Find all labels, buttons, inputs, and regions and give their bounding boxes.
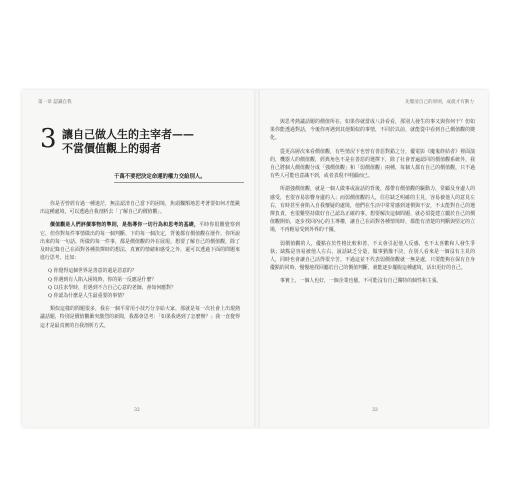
book-spread [22, 90, 488, 427]
chapter-number: 3 [40, 124, 57, 154]
left-page-number: 32 [134, 408, 140, 413]
chapter-title-line-2: 不當價值觀上的弱者 [62, 142, 161, 155]
right-paragraph-4: 弱價值觀的人，優點在於性格比較和善，不太會引起他人反感，也不太喜歡和人發生爭執；缺點是容易被他人左右，說話缺乏分量，做事猶豫不決，在別人看來是一個沒有主見的人，同時也會讓自己活得很辛苦。不過這並不代表弱價值觀就一無是處，只要能夠在保有自身優點的同時，慢慢地找回屬於自己的價值判斷，就能逐步擺脫這種處境，活出更好的自己。 [270, 240, 475, 272]
left-paragraph-2-emphasis: 價值觀是人們評價事物的準則，是指導你一切行為和思考的基礎， [50, 222, 200, 229]
right-body-text [270, 118, 475, 291]
chapter-title [62, 128, 242, 156]
question-1: Q 你覺得這個世界是善意的還是惡意的？ [48, 268, 137, 275]
left-body-text [40, 200, 240, 335]
chapter-tagline: 千萬不要把決定命運的權力交給別人。 [114, 172, 244, 183]
right-paragraph-1: 與思考熱議話題的價值所在，如果你就當成八卦看看，那別人發生的事又與你何干？但如果你能透過對話，今後你再遇到其他類似的事情，不同於以前，就能從中看到自己價值觀的變化。 [270, 119, 475, 142]
chapter-title-line-1: 讓自己做人生的主宰者—— [62, 128, 194, 141]
left-page [22, 90, 254, 427]
left-running-head: 第一章 認識自我 [38, 100, 72, 105]
left-paragraph-1: 你是否曾經有過一種迷茫，無法認清自己當下的困境，焦頭爛額地思考著要如何才能跳出這種處境，可以透過自我剖析去「了解自己的價值觀」。 [40, 201, 240, 216]
left-paragraph-2-text: 平時你很難覺察到它，但你對每件事情做出的每一個判斷、下的每一個決定，背後都有價值觀在運作。你所說出來的每一句話、所做的每一件事，都是價值觀的外在展現。想要了解自己的價值觀，除了及時記錄自己在面對各種抉擇時的想法、真實的情緒和感受之外，還可以透過下面的問題來進行思考，比如： [40, 222, 240, 262]
right-paragraph-5: 事實上，一個人也好，一個企業也罷，不可能沒有自己獨特的個性和主張。 [280, 278, 442, 285]
question-2: Q 你遇到有人陷入困境時，你的第一反應是什麼？ [48, 276, 157, 283]
right-running-head: 先釐清自己的原則，成就才有動力 [405, 100, 474, 105]
right-paragraph-2: 從更高層次來看價值觀，有些情況下也曾有善惡對錯之分，優電影《魔鬼終結者》裡面演的，機器人的價值觀，經典角色不是在善惡的選擇下，除了社會普遍認同的價值觀系統外，我自己將個人價值觀分成「強價值觀」和「弱價值觀」兩種，每個人都有自己的價值觀，只不過有些人可能也意識不到，或者表現不明顯而已。 [270, 148, 475, 180]
question-4: Q 你認為什麼是人生最重要的事情？ [48, 293, 127, 300]
right-page-number: 33 [372, 408, 378, 413]
right-page [260, 90, 488, 427]
left-paragraph-2 [40, 221, 240, 262]
question-3: Q 以往求學時，若遇到不合自己心意的老師，會如何應對？ [48, 284, 176, 291]
right-paragraph-3: 所謂強價值觀，就是一個人做事或說話的背後，都帶有價值觀的驅動力，常顧及身邊人的感受，也很容易影響身邊的人；而弱價值觀的人，往往缺乏明確的主見，容易被他人的意見左右，有時甚至會陷入自我懷疑的處境，他們在生活中常常感到迷惘與不安，不太能對自己的選擇負責，也很難堅持做好自己認為正確的事。想要解決這個問題，就必須從建立屬於自己的價值觀開始，逐步找回內心的主導權，讓自己在面對各種情境時，都能有清楚的判斷與堅定的立場，不再輕易受到外界的干擾。 [270, 186, 475, 234]
left-paragraph-3: 類似這樣的問題很多，我在一個平常用小技巧分享給大家，那就是每一次社會上出現熱議話題，特別是價值觀衝突激烈的新聞，我都會思考：「如果我遇到了怎麼辦？」我一直覺得這才是最真實的自我剖析方式。 [40, 306, 240, 329]
